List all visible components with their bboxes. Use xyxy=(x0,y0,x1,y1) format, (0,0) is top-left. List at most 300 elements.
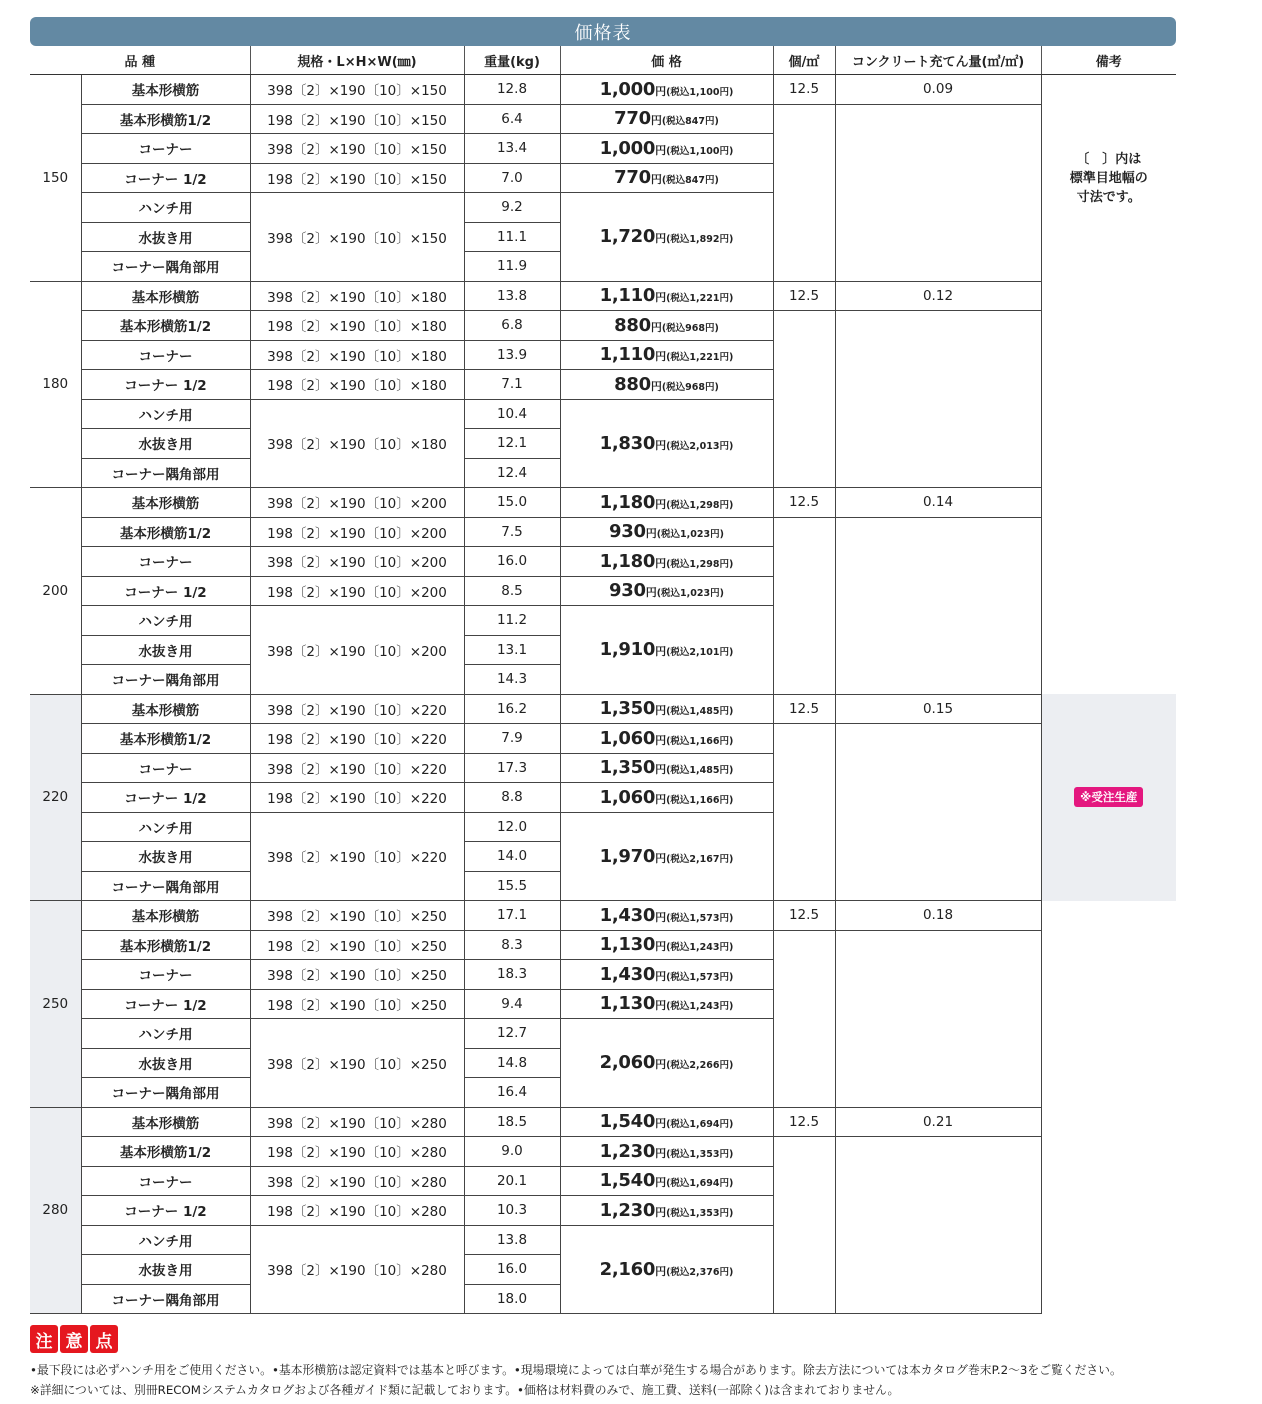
table-row xyxy=(30,311,1176,341)
product-spec: 398〔2〕×190〔10〕×200 xyxy=(250,606,464,695)
price-tax-included: (税込2,266円) xyxy=(666,1060,734,1072)
product-name: コーナー隅角部用 xyxy=(81,871,250,901)
price-cell xyxy=(560,1196,773,1226)
product-weight: 9.4 xyxy=(464,989,560,1019)
product-spec: 398〔2〕×190〔10〕×250 xyxy=(250,1019,464,1108)
price-cell xyxy=(560,1225,773,1314)
price-cell xyxy=(560,547,773,577)
table-row xyxy=(30,901,1176,931)
price-tax-included: (税込1,023円) xyxy=(656,588,724,600)
price-yen: 円 xyxy=(655,1205,667,1219)
header-concrete: コンクリート充てん量(㎥/㎡) xyxy=(835,46,1041,75)
product-spec: 198〔2〕×190〔10〕×250 xyxy=(250,930,464,960)
price-yen: 円 xyxy=(650,114,662,128)
product-weight: 16.0 xyxy=(464,1255,560,1285)
product-weight: 7.9 xyxy=(464,724,560,754)
product-spec: 198〔2〕×190〔10〕×280 xyxy=(250,1137,464,1167)
product-weight: 12.8 xyxy=(464,75,560,105)
price-yen: 円 xyxy=(655,851,667,865)
price-value: 2,160 xyxy=(599,1258,656,1280)
price-cell xyxy=(560,311,773,341)
product-weight: 20.1 xyxy=(464,1166,560,1196)
price-value: 1,180 xyxy=(599,550,656,572)
product-name: コーナー隅角部用 xyxy=(81,1078,250,1108)
price-value: 1,000 xyxy=(599,78,656,100)
product-name: 基本形横筋1/2 xyxy=(81,930,250,960)
header-hinshu: 品 種 xyxy=(30,46,250,75)
product-name: コーナー xyxy=(81,960,250,990)
product-name: 水抜き用 xyxy=(81,429,250,459)
nominal-size: 180 xyxy=(30,281,81,488)
product-spec: 398〔2〕×190〔10〕×180 xyxy=(250,399,464,488)
product-weight: 12.4 xyxy=(464,458,560,488)
product-spec: 398〔2〕×190〔10〕×150 xyxy=(250,134,464,164)
price-yen: 円 xyxy=(655,733,667,747)
product-name: コーナー 1/2 xyxy=(81,576,250,606)
price-tax-included: (税込1,573円) xyxy=(666,912,734,924)
product-weight: 13.9 xyxy=(464,340,560,370)
price-yen: 円 xyxy=(645,586,657,600)
size-group xyxy=(30,488,1176,695)
product-spec: 198〔2〕×190〔10〕×250 xyxy=(250,989,464,1019)
product-weight: 7.5 xyxy=(464,517,560,547)
product-spec: 398〔2〕×190〔10〕×250 xyxy=(250,960,464,990)
price-cell xyxy=(560,783,773,813)
size-group xyxy=(30,1107,1176,1314)
product-spec: 398〔2〕×190〔10〕×220 xyxy=(250,753,464,783)
price-cell xyxy=(560,104,773,134)
product-spec: 198〔2〕×190〔10〕×280 xyxy=(250,1196,464,1226)
product-weight: 13.8 xyxy=(464,1225,560,1255)
product-spec: 398〔2〕×190〔10〕×250 xyxy=(250,901,464,931)
price-value: 1,430 xyxy=(599,904,656,926)
product-name: コーナー xyxy=(81,753,250,783)
header-price: 価 格 xyxy=(560,46,773,75)
price-yen: 円 xyxy=(655,291,667,305)
table-row xyxy=(30,1137,1176,1167)
product-weight: 13.1 xyxy=(464,635,560,665)
price-tax-included: (税込1,166円) xyxy=(666,794,734,806)
table-row xyxy=(30,104,1176,134)
concrete-fill: 0.09 xyxy=(835,75,1041,105)
price-value: 1,230 xyxy=(599,1199,656,1221)
price-value: 1,060 xyxy=(599,727,656,749)
product-name: 基本形横筋1/2 xyxy=(81,311,250,341)
pieces-per-m2-empty xyxy=(773,517,835,694)
price-tax-included: (税込1,353円) xyxy=(666,1148,734,1160)
product-weight: 11.9 xyxy=(464,252,560,282)
concrete-fill: 0.18 xyxy=(835,901,1041,931)
product-weight: 8.3 xyxy=(464,930,560,960)
remarks-cell xyxy=(1041,75,1176,282)
price-value: 770 xyxy=(614,108,651,130)
header-row xyxy=(30,46,1176,75)
price-yen: 円 xyxy=(655,1264,667,1278)
price-cell xyxy=(560,812,773,901)
product-name: コーナー 1/2 xyxy=(81,370,250,400)
price-value: 1,430 xyxy=(599,963,656,985)
price-tax-included: (税込1,100円) xyxy=(666,86,734,98)
pieces-per-m2: 12.5 xyxy=(773,1107,835,1137)
product-weight: 13.4 xyxy=(464,134,560,164)
price-value: 1,720 xyxy=(599,226,656,248)
price-cell xyxy=(560,1107,773,1137)
price-tax-included: (税込2,013円) xyxy=(666,440,734,452)
product-name: 基本形横筋1/2 xyxy=(81,724,250,754)
price-tax-included: (税込1,353円) xyxy=(666,1207,734,1219)
product-name: 基本形横筋 xyxy=(81,901,250,931)
concrete-fill-empty xyxy=(835,1137,1041,1314)
price-cell xyxy=(560,163,773,193)
price-value: 1,910 xyxy=(599,639,656,661)
price-tax-included: (税込1,485円) xyxy=(666,765,734,777)
price-yen: 円 xyxy=(655,969,667,983)
price-cell xyxy=(560,724,773,754)
product-spec: 398〔2〕×190〔10〕×280 xyxy=(250,1107,464,1137)
price-cell xyxy=(560,1137,773,1167)
product-spec: 398〔2〕×190〔10〕×280 xyxy=(250,1225,464,1314)
price-tax-included: (税込2,376円) xyxy=(666,1266,734,1278)
price-tax-included: (税込968円) xyxy=(661,322,719,334)
pieces-per-m2: 12.5 xyxy=(773,694,835,724)
price-value: 1,000 xyxy=(599,137,656,159)
price-value: 880 xyxy=(614,373,651,395)
product-spec: 198〔2〕×190〔10〕×180 xyxy=(250,370,464,400)
price-tax-included: (税込1,166円) xyxy=(666,735,734,747)
product-name: コーナー隅角部用 xyxy=(81,665,250,695)
price-tax-included: (税込1,221円) xyxy=(666,352,734,364)
price-tax-included: (税込1,298円) xyxy=(666,558,734,570)
price-tax-included: (税込2,101円) xyxy=(666,647,734,659)
made-to-order-badge: ※受注生産 xyxy=(1074,787,1143,807)
product-spec: 198〔2〕×190〔10〕×150 xyxy=(250,104,464,134)
nominal-size: 220 xyxy=(30,694,81,901)
size-group xyxy=(30,281,1176,488)
product-weight: 12.1 xyxy=(464,429,560,459)
price-cell xyxy=(560,606,773,695)
price-tax-included: (税込1,243円) xyxy=(666,942,734,954)
nominal-size: 150 xyxy=(30,75,81,282)
price-cell xyxy=(560,488,773,518)
pieces-per-m2-empty xyxy=(773,724,835,901)
product-weight: 17.1 xyxy=(464,901,560,931)
price-yen: 円 xyxy=(650,379,662,393)
price-yen: 円 xyxy=(645,527,657,541)
price-yen: 円 xyxy=(655,704,667,718)
product-weight: 14.0 xyxy=(464,842,560,872)
product-spec: 198〔2〕×190〔10〕×220 xyxy=(250,783,464,813)
product-weight: 8.5 xyxy=(464,576,560,606)
price-table-title: 価格表 xyxy=(30,17,1176,46)
remarks-note: 〔 〕内は 標準目地幅の 寸法です。 xyxy=(1069,151,1148,205)
price-yen: 円 xyxy=(655,940,667,954)
price-value: 770 xyxy=(614,167,651,189)
pieces-per-m2: 12.5 xyxy=(773,901,835,931)
product-weight: 7.0 xyxy=(464,163,560,193)
price-value: 930 xyxy=(609,521,646,543)
price-value: 2,060 xyxy=(599,1052,656,1074)
product-weight: 13.8 xyxy=(464,281,560,311)
product-weight: 9.2 xyxy=(464,193,560,223)
price-cell xyxy=(560,1166,773,1196)
product-name: 基本形横筋 xyxy=(81,694,250,724)
price-yen: 円 xyxy=(655,792,667,806)
product-spec: 198〔2〕×190〔10〕×200 xyxy=(250,576,464,606)
concrete-fill: 0.14 xyxy=(835,488,1041,518)
product-name: 基本形横筋 xyxy=(81,75,250,105)
product-name: 基本形横筋1/2 xyxy=(81,1137,250,1167)
product-name: 基本形横筋 xyxy=(81,488,250,518)
price-yen: 円 xyxy=(655,556,667,570)
product-name: ハンチ用 xyxy=(81,399,250,429)
product-weight: 12.7 xyxy=(464,1019,560,1049)
price-tax-included: (税込1,100円) xyxy=(666,145,734,157)
price-yen: 円 xyxy=(650,173,662,187)
product-spec: 398〔2〕×190〔10〕×150 xyxy=(250,75,464,105)
concrete-fill-empty xyxy=(835,930,1041,1107)
pieces-per-m2: 12.5 xyxy=(773,75,835,105)
product-weight: 10.4 xyxy=(464,399,560,429)
product-weight: 6.8 xyxy=(464,311,560,341)
product-weight: 15.0 xyxy=(464,488,560,518)
product-weight: 11.1 xyxy=(464,222,560,252)
price-yen: 円 xyxy=(655,143,667,157)
product-weight: 18.3 xyxy=(464,960,560,990)
product-weight: 16.4 xyxy=(464,1078,560,1108)
price-cell xyxy=(560,193,773,282)
concrete-fill-empty xyxy=(835,311,1041,488)
price-value: 1,110 xyxy=(599,285,656,307)
product-weight: 18.0 xyxy=(464,1284,560,1314)
product-name: コーナー隅角部用 xyxy=(81,252,250,282)
product-name: ハンチ用 xyxy=(81,812,250,842)
pieces-per-m2-empty xyxy=(773,930,835,1107)
price-value: 1,350 xyxy=(599,757,656,779)
product-name: コーナー xyxy=(81,340,250,370)
price-tax-included: (税込1,573円) xyxy=(666,971,734,983)
price-value: 1,830 xyxy=(599,432,656,454)
price-tax-included: (税込1,243円) xyxy=(666,1001,734,1013)
price-tax-included: (税込1,892円) xyxy=(666,234,734,246)
price-cell xyxy=(560,340,773,370)
product-name: コーナー 1/2 xyxy=(81,1196,250,1226)
price-cell xyxy=(560,960,773,990)
product-spec: 398〔2〕×190〔10〕×150 xyxy=(250,193,464,282)
product-name: 水抜き用 xyxy=(81,635,250,665)
price-cell xyxy=(560,517,773,547)
nominal-size: 250 xyxy=(30,901,81,1108)
product-spec: 398〔2〕×190〔10〕×280 xyxy=(250,1166,464,1196)
price-yen: 円 xyxy=(655,350,667,364)
nominal-size: 200 xyxy=(30,488,81,695)
header-weight: 重量(kg) xyxy=(464,46,560,75)
table-row xyxy=(30,1107,1176,1137)
price-yen: 円 xyxy=(655,910,667,924)
price-tax-included: (税込1,694円) xyxy=(666,1178,734,1190)
concrete-fill: 0.15 xyxy=(835,694,1041,724)
product-spec: 398〔2〕×190〔10〕×180 xyxy=(250,340,464,370)
table-row xyxy=(30,75,1176,105)
product-name: コーナー xyxy=(81,547,250,577)
price-yen: 円 xyxy=(655,1058,667,1072)
price-value: 1,060 xyxy=(599,786,656,808)
price-value: 1,110 xyxy=(599,344,656,366)
price-yen: 円 xyxy=(655,232,667,246)
price-cell xyxy=(560,901,773,931)
price-tax-included: (税込1,023円) xyxy=(656,529,724,541)
price-yen: 円 xyxy=(655,1146,667,1160)
table-row xyxy=(30,694,1176,724)
product-name: 基本形横筋1/2 xyxy=(81,517,250,547)
price-yen: 円 xyxy=(655,1117,667,1131)
table-row xyxy=(30,488,1176,518)
price-tax-included: (税込1,298円) xyxy=(666,499,734,511)
note-line: •最下段には必ずハンチ用をご使用ください。•基本形横筋は認定資料では基本と呼びます。•現場環境によっては白華が発生する場合があります。除去方法については本カタログ巻末P.2〜3をご覧ください。 xyxy=(30,1363,1122,1377)
product-weight: 16.2 xyxy=(464,694,560,724)
price-table xyxy=(30,46,1176,1314)
product-weight: 10.3 xyxy=(464,1196,560,1226)
price-tax-included: (税込847円) xyxy=(661,175,719,187)
caution-char: 意 xyxy=(60,1325,88,1353)
price-cell xyxy=(560,134,773,164)
product-name: 水抜き用 xyxy=(81,1048,250,1078)
product-weight: 8.8 xyxy=(464,783,560,813)
price-tax-included: (税込847円) xyxy=(661,116,719,128)
product-name: コーナー xyxy=(81,1166,250,1196)
product-name: 水抜き用 xyxy=(81,1255,250,1285)
price-cell xyxy=(560,1019,773,1108)
pieces-per-m2-empty xyxy=(773,104,835,281)
product-name: コーナー隅角部用 xyxy=(81,458,250,488)
price-cell xyxy=(560,753,773,783)
product-weight: 17.3 xyxy=(464,753,560,783)
price-value: 1,540 xyxy=(599,1111,656,1133)
product-name: 基本形横筋1/2 xyxy=(81,104,250,134)
price-value: 880 xyxy=(614,314,651,336)
pieces-per-m2-empty xyxy=(773,1137,835,1314)
price-yen: 円 xyxy=(650,320,662,334)
price-tax-included: (税込2,167円) xyxy=(666,853,734,865)
product-weight: 6.4 xyxy=(464,104,560,134)
price-yen: 円 xyxy=(655,84,667,98)
product-name: 基本形横筋 xyxy=(81,1107,250,1137)
price-yen: 円 xyxy=(655,497,667,511)
product-name: コーナー 1/2 xyxy=(81,989,250,1019)
price-value: 1,350 xyxy=(599,698,656,720)
price-value: 1,130 xyxy=(599,993,656,1015)
pieces-per-m2: 12.5 xyxy=(773,488,835,518)
price-cell xyxy=(560,989,773,1019)
price-cell xyxy=(560,694,773,724)
table-row xyxy=(30,517,1176,547)
price-value: 930 xyxy=(609,580,646,602)
nominal-size: 280 xyxy=(30,1107,81,1314)
product-name: ハンチ用 xyxy=(81,606,250,636)
product-weight: 15.5 xyxy=(464,871,560,901)
concrete-fill: 0.21 xyxy=(835,1107,1041,1137)
product-weight: 11.2 xyxy=(464,606,560,636)
price-cell xyxy=(560,75,773,105)
product-spec: 398〔2〕×190〔10〕×220 xyxy=(250,694,464,724)
price-cell xyxy=(560,576,773,606)
price-cell xyxy=(560,370,773,400)
product-spec: 198〔2〕×190〔10〕×180 xyxy=(250,311,464,341)
pieces-per-m2-empty xyxy=(773,311,835,488)
concrete-fill: 0.12 xyxy=(835,281,1041,311)
product-name: コーナー 1/2 xyxy=(81,163,250,193)
product-weight: 14.8 xyxy=(464,1048,560,1078)
size-group xyxy=(30,694,1176,901)
product-weight: 16.0 xyxy=(464,547,560,577)
price-cell xyxy=(560,930,773,960)
table-row xyxy=(30,724,1176,754)
product-spec: 398〔2〕×190〔10〕×180 xyxy=(250,281,464,311)
table-row xyxy=(30,281,1176,311)
note-line: ※詳細については、別冊RECOMシステムカタログおよび各種ガイド類に記載しております。•価格は材料費のみで、施工費、送料(一部除く)は含まれておりません。 xyxy=(30,1383,900,1397)
product-name: 水抜き用 xyxy=(81,842,250,872)
product-name: コーナー xyxy=(81,134,250,164)
pieces-per-m2: 12.5 xyxy=(773,281,835,311)
caution-char: 注 xyxy=(30,1325,58,1353)
price-tax-included: (税込1,485円) xyxy=(666,706,734,718)
caution-label xyxy=(30,1325,118,1353)
price-tax-included: (税込1,694円) xyxy=(666,1119,734,1131)
product-spec: 398〔2〕×190〔10〕×220 xyxy=(250,812,464,901)
product-spec: 198〔2〕×190〔10〕×150 xyxy=(250,163,464,193)
price-value: 1,970 xyxy=(599,845,656,867)
header-kikaku: 規格・L×H×W(㎜) xyxy=(250,46,464,75)
price-cell xyxy=(560,399,773,488)
price-yen: 円 xyxy=(655,763,667,777)
product-spec: 398〔2〕×190〔10〕×200 xyxy=(250,547,464,577)
product-name: ハンチ用 xyxy=(81,1225,250,1255)
table-row xyxy=(30,930,1176,960)
size-group xyxy=(30,75,1176,282)
product-weight: 12.0 xyxy=(464,812,560,842)
product-name: ハンチ用 xyxy=(81,1019,250,1049)
price-tax-included: (税込968円) xyxy=(661,381,719,393)
product-name: ハンチ用 xyxy=(81,193,250,223)
header-per-m2: 個/㎡ xyxy=(773,46,835,75)
concrete-fill-empty xyxy=(835,517,1041,694)
product-spec: 198〔2〕×190〔10〕×200 xyxy=(250,517,464,547)
product-weight: 18.5 xyxy=(464,1107,560,1137)
product-name: 基本形横筋 xyxy=(81,281,250,311)
concrete-fill-empty xyxy=(835,724,1041,901)
product-name: コーナー隅角部用 xyxy=(81,1284,250,1314)
price-value: 1,230 xyxy=(599,1140,656,1162)
product-weight: 7.1 xyxy=(464,370,560,400)
product-weight: 14.3 xyxy=(464,665,560,695)
price-cell xyxy=(560,281,773,311)
product-name: コーナー 1/2 xyxy=(81,783,250,813)
price-value: 1,130 xyxy=(599,934,656,956)
size-group xyxy=(30,901,1176,1108)
product-name: 水抜き用 xyxy=(81,222,250,252)
price-yen: 円 xyxy=(655,999,667,1013)
price-value: 1,180 xyxy=(599,491,656,513)
concrete-fill-empty xyxy=(835,104,1041,281)
price-value: 1,540 xyxy=(599,1170,656,1192)
price-yen: 円 xyxy=(655,1176,667,1190)
product-spec: 398〔2〕×190〔10〕×200 xyxy=(250,488,464,518)
product-spec: 198〔2〕×190〔10〕×220 xyxy=(250,724,464,754)
price-tax-included: (税込1,221円) xyxy=(666,293,734,305)
caution-char: 点 xyxy=(90,1325,118,1353)
remarks-cell xyxy=(1041,694,1176,901)
header-bikou: 備考 xyxy=(1041,46,1176,75)
price-yen: 円 xyxy=(655,438,667,452)
